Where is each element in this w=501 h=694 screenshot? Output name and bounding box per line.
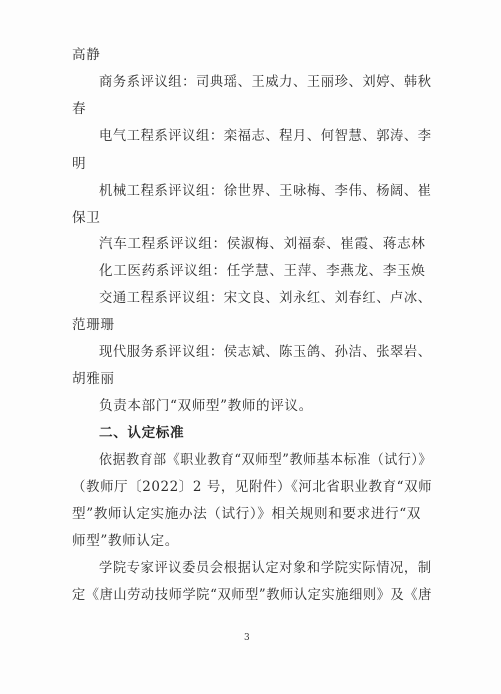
text-line: 明 (72, 156, 87, 172)
text-line: 保卫 (72, 210, 101, 226)
text-line: （教师厅〔2022〕2 号，见附件）《河北省职业教育“双师 (72, 479, 433, 495)
text-line: 师型”教师认定。 (72, 533, 179, 549)
text-line: 胡雅丽 (72, 371, 115, 387)
text-line: 高静 (72, 47, 101, 63)
text-line: 现代服务系评议组：侯志斌、陈玉鸽、孙洁、张翠岩、 (99, 344, 432, 360)
page-number: 3 (244, 633, 250, 643)
text-line: 电气工程系评议组：栾福志、程月、何智慧、郭涛、李 (99, 128, 432, 144)
text-line: 型”教师认定实施办法（试行）》相关规则和要求进行“双 (72, 506, 421, 522)
text-line: 商务系评议组：司典瑶、王威力、王丽珍、刘婷、韩秋 (99, 74, 432, 90)
text-line: 交通工程系评议组：宋文良、刘永红、刘春红、卢冰、 (99, 290, 432, 306)
text-line: 学院专家评议委员会根据认定对象和学院实际情况，制 (99, 560, 432, 576)
text-line: 汽车工程系评议组：侯淑梅、刘福泰、崔霞、蒋志林 (99, 236, 426, 252)
text-line: 负责本部门“双师型”教师的评议。 (99, 398, 313, 414)
text-line: 定《唐山劳动技师学院“双师型”教师认定实施细则》及《唐 (72, 587, 432, 603)
section-heading: 二、认定标准 (99, 425, 185, 441)
text-line: 春 (72, 101, 87, 117)
text-line: 范珊珊 (72, 317, 115, 333)
text-line: 依据教育部《职业教育“双师型”教师基本标准（试行）》 (99, 452, 432, 468)
text-line: 机械工程系评议组：徐世界、王咏梅、李伟、杨阔、崔 (99, 183, 432, 199)
text-line: 化工医药系评议组：任学慧、王萍、李燕龙、李玉焕 (99, 263, 426, 279)
